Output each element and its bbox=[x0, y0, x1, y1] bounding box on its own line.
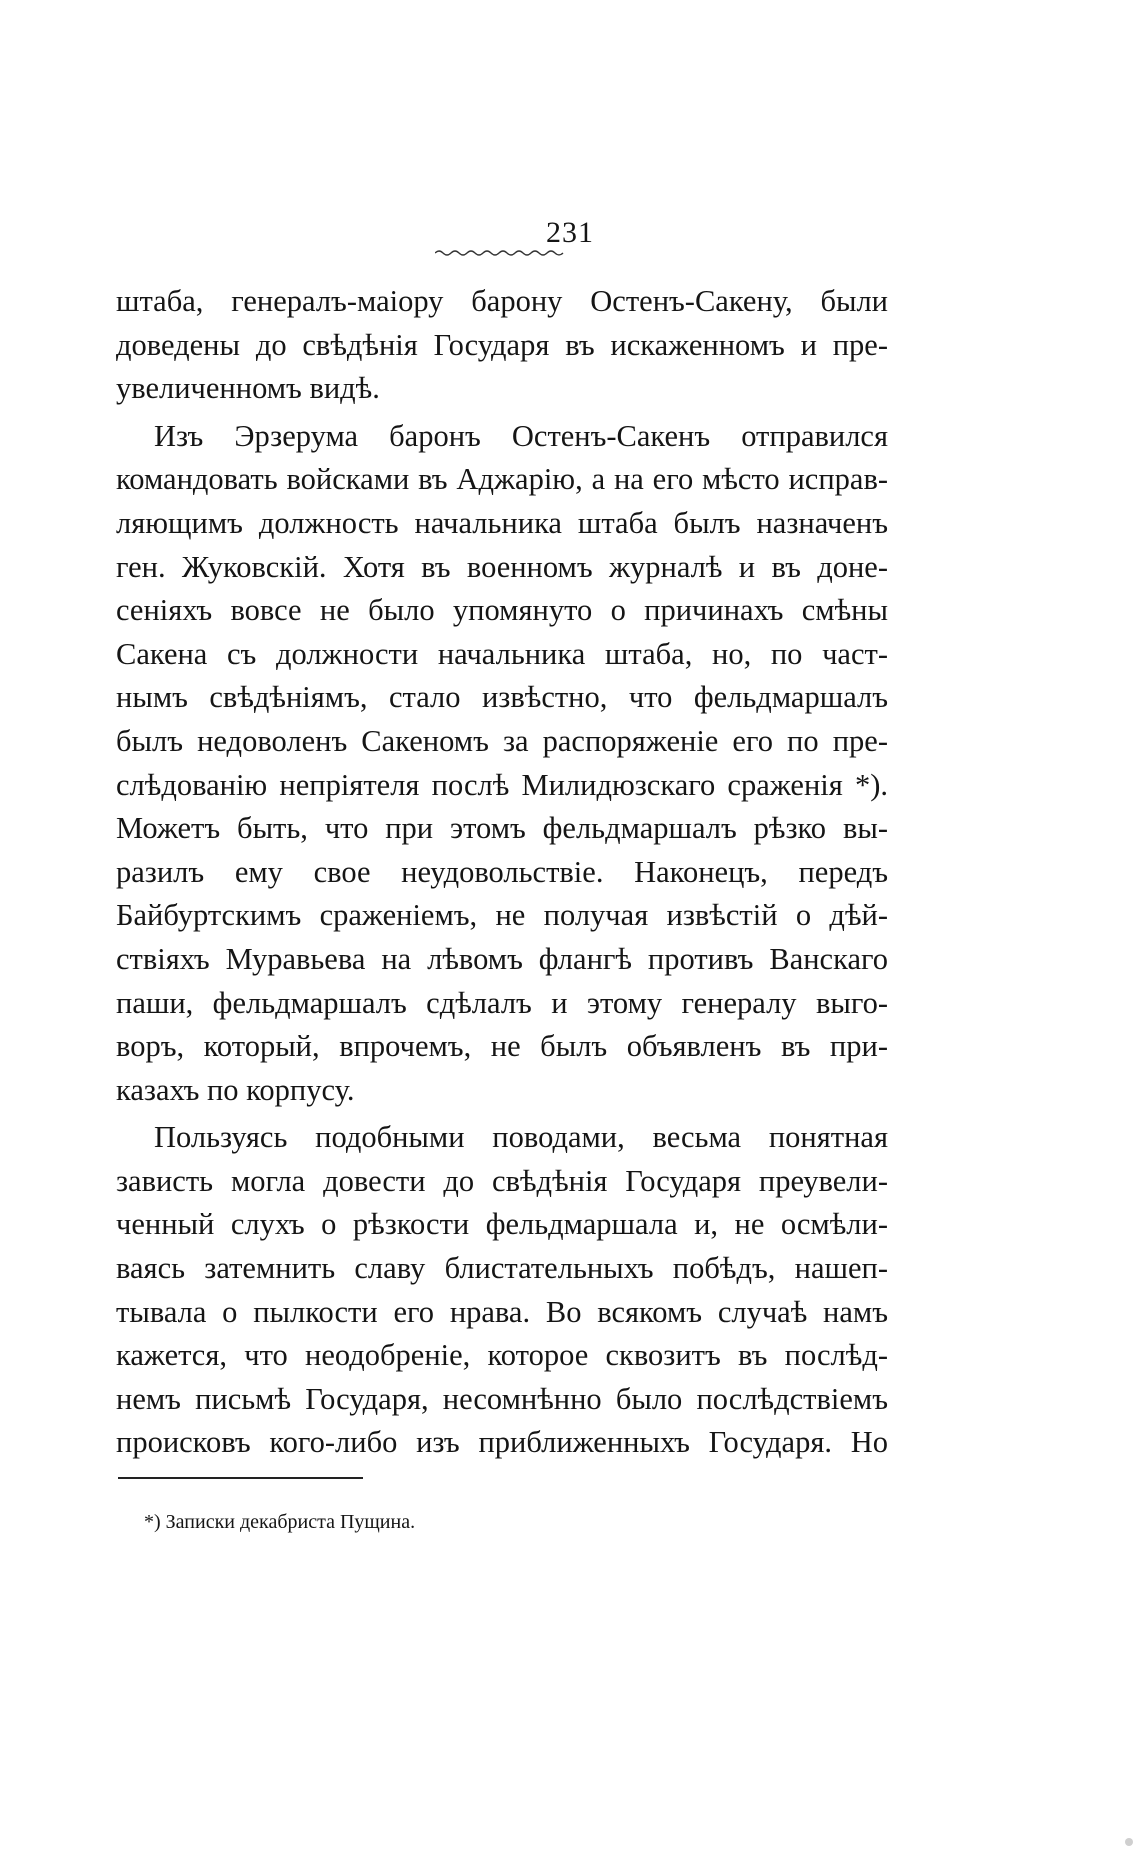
text-line: былъ недоволенъ Сакеномъ за распоряженіе его по пре- bbox=[116, 723, 888, 758]
text-line: воръ, который, впрочемъ, не былъ объявленъ въ при- bbox=[116, 1029, 888, 1064]
text-line: сеніяхъ вовсе не было упомянуто о причинахъ смѣны bbox=[116, 593, 888, 628]
text-line: командовать войсками въ Аджарію, а на его мѣсто исправ- bbox=[116, 462, 888, 497]
text-line: разилъ ему свое неудовольствіе. Наконецъ, передъ bbox=[116, 854, 888, 889]
text-line: ченный слухъ о рѣзкости фельдмаршала и, не осмѣли- bbox=[116, 1207, 888, 1242]
text-line: кажется, что неодобреніе, которое сквозитъ въ послѣд- bbox=[116, 1338, 888, 1373]
text-line: ляющимъ должность начальника штаба былъ назначенъ bbox=[116, 505, 888, 540]
body-text bbox=[116, 280, 888, 1465]
text-line: паши, фельдмаршалъ сдѣлалъ и этому генералу выго- bbox=[116, 985, 888, 1020]
text-line: ствіяхъ Муравьева на лѣвомъ флангѣ противъ Ванскаго bbox=[116, 941, 888, 976]
text-line: штаба, генералъ-маіору барону Остенъ-Сакену, были bbox=[116, 284, 888, 318]
text-line: Байбуртскимъ сраженіемъ, не получая извѣстій о дѣй- bbox=[116, 898, 888, 933]
text-line: казахъ по корпусу. bbox=[116, 1072, 355, 1107]
text-line: зависть могла довести до свѣдѣнія Государя преувели- bbox=[116, 1163, 888, 1198]
text-line: тывала о пылкости его нрава. Во всякомъ случаѣ намъ bbox=[116, 1294, 888, 1329]
footnote-divider bbox=[118, 1477, 363, 1479]
text-line: нымъ свѣдѣніямъ, стало извѣстно, что фельдмаршалъ bbox=[116, 680, 888, 715]
text-line: Изъ Эрзерума баронъ Остенъ-Сакенъ отправился bbox=[154, 418, 888, 453]
text-line: немъ письмѣ Государя, несомнѣнно было послѣдствіемъ bbox=[116, 1381, 888, 1416]
text-line: Пользуясь подобными поводами, весьма понятная bbox=[154, 1120, 888, 1155]
text-line: ваясь затемнить славу блистательныхъ побѣдъ, нашеп- bbox=[116, 1251, 888, 1286]
text-line: доведены до свѣдѣнія Государя въ искаженномъ и пре- bbox=[116, 327, 888, 362]
wavy-rule-icon bbox=[435, 248, 565, 258]
scan-artifact bbox=[1125, 1838, 1133, 1846]
text-line: слѣдованію непріятеля послѣ Милидюзскаго сраженія *). bbox=[116, 767, 888, 802]
text-line: увеличенномъ видѣ. bbox=[116, 371, 380, 406]
text-line: ген. Жуковскій. Хотя въ военномъ журналѣ и въ доне- bbox=[116, 549, 888, 584]
text-line: Сакена съ должности начальника штаба, но, по част- bbox=[116, 636, 888, 671]
text-line: происковъ кого-либо изъ приближенныхъ Государя. Но bbox=[116, 1425, 888, 1460]
page-number: 231 bbox=[546, 216, 594, 249]
text-line: Можетъ быть, что при этомъ фельдмаршалъ рѣзко вы- bbox=[116, 811, 888, 846]
footnote: *) Записки декабриста Пущина. bbox=[144, 1511, 416, 1533]
